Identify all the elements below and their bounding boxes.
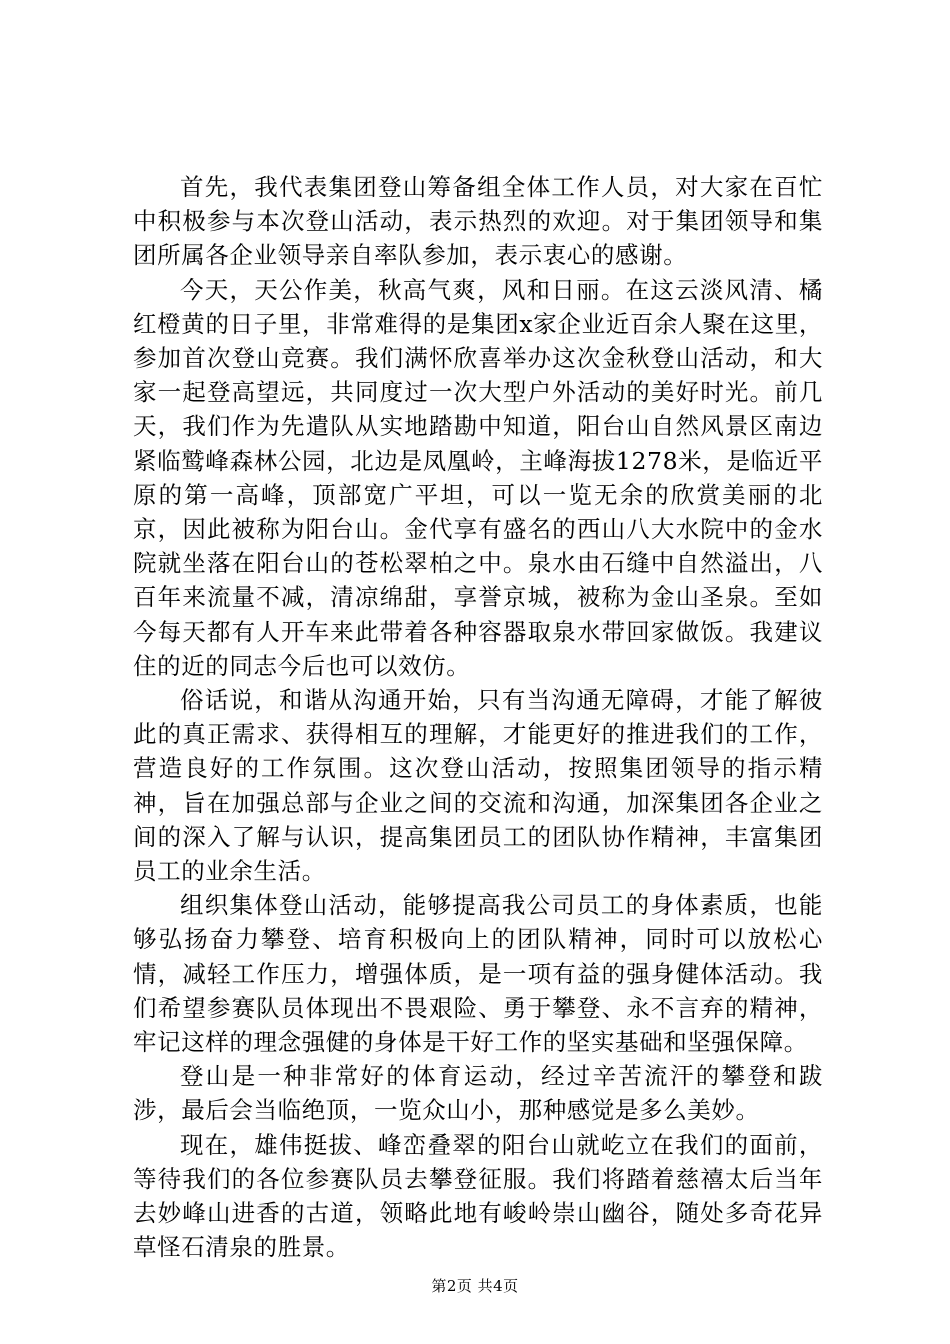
- paragraph-6: 现在，雄伟挺拔、峰峦叠翠的阳台山就屹立在我们的面前，等待我们的各位参赛队员去攀登征服。我们将踏着慈禧太后当年去妙峰山进香的古道，领略此地有峻岭崇山幽谷，随处多奇花异草怪石清泉的胜景。: [133, 1130, 823, 1262]
- paragraph-3: 俗话说，和谐从沟通开始，只有当沟通无障碍，才能了解彼此的真正需求、获得相互的理解，才能更好的推进我们的工作，营造良好的工作氛围。这次登山活动，按照集团领导的指示精神，旨在加强总部与企业之间的交流和沟通，加深集团各企业之间的深入了解与认识，提高集团员工的团队协作精神，丰富集团员工的业余生活。: [133, 686, 823, 886]
- paragraph-1: 首先，我代表集团登山筹备组全体工作人员，对大家在百忙中积极参与本次登山活动，表示热烈的欢迎。对于集团领导和集团所属各企业领导亲自率队参加，表示衷心的感谢。: [133, 173, 823, 270]
- paragraph-2: 今天，天公作美，秋高气爽，风和日丽。在这云淡风清、橘红橙黄的日子里，非常难得的是集团x家企业近百余人聚在这里，参加首次登山竞赛。我们满怀欣喜举办这次金秋登山活动，和大家一起登高望远，共同度过一次大型户外活动的美好时光。前几天，我们作为先遣队从实地踏勘中知道，阳台山自然风景区南边紧临鹫峰森林公园，北边是凤凰岭，主峰海拔1278米，是临近平原的第一高峰，顶部宽广平坦，可以一览无余的欣赏美丽的北京，因此被称为阳台山。金代享有盛名的西山八大水院中的金水院就坐落在阳台山的苍松翠柏之中。泉水由石缝中自然溢出，八百年来流量不减，清凉绵甜，享誉京城，被称为金山圣泉。至如今每天都有人开车来此带着各种容器取泉水带回家做饭。我建议住的近的同志今后也可以效仿。: [133, 275, 823, 680]
- document-body: [133, 170, 823, 1265]
- paragraph-5: 登山是一种非常好的体育运动，经过辛苦流汗的攀登和跋涉，最后会当临绝顶，一览众山小，那种感觉是多么美妙。: [133, 1062, 823, 1125]
- paragraph-4: 组织集体登山活动，能够提高我公司员工的身体素质，也能够弘扬奋力攀登、培育积极向上的团队精神，同时可以放松心情，减轻工作压力，增强体质，是一项有益的强身健体活动。我们希望参赛队员体现出不畏艰险、勇于攀登、永不言弃的精神，牢记这样的理念强健的身体是干好工作的坚实基础和坚强保障。: [133, 891, 823, 1057]
- page-number-footer: 第2页 共4页: [431, 1277, 519, 1295]
